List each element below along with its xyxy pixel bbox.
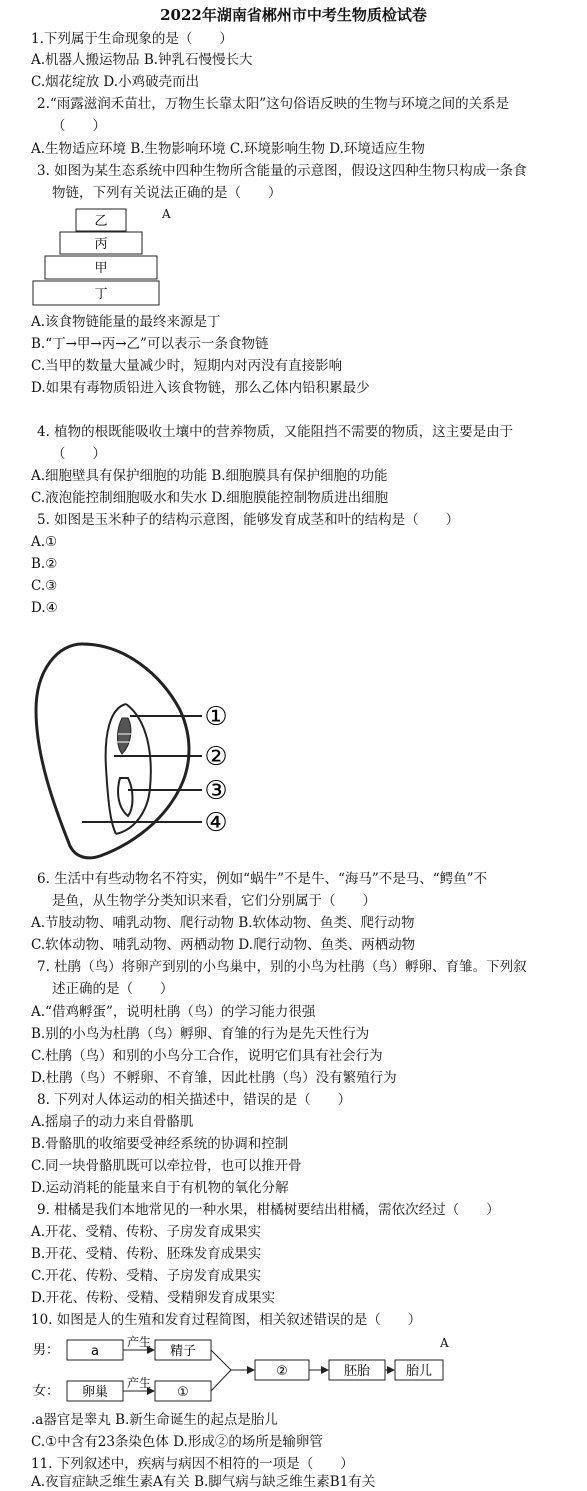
q4-options-cd: C.液泡能控制细胞吸水和失水 D.细胞膜能控制物质进出细胞 bbox=[31, 490, 389, 506]
flow-ovary: 卵巢 bbox=[81, 1385, 109, 1400]
pyramid-label-jia: 甲 bbox=[94, 261, 108, 276]
q5-option-c: C.③ bbox=[31, 578, 58, 594]
reproduction-flow-figure bbox=[31, 1333, 451, 1407]
q10-stem: 10. 如图是人的生殖和发育过程简图，相关叙述错误的是（ ） bbox=[31, 1312, 422, 1328]
q4-stem-line1: 4. 植物的根既能吸收土壤中的营养物质，又能阻挡不需要的物质，这主要是由于 bbox=[37, 424, 514, 440]
flow-produce-male: 产生 bbox=[126, 1335, 152, 1349]
q3-stem-line2: 物链，下列有关说法正确的是（ ） bbox=[52, 185, 282, 201]
flow-fetus: 胎儿 bbox=[405, 1364, 433, 1379]
pyramid-label-ding: 丁 bbox=[94, 287, 108, 302]
q2-stem-line2: （ ） bbox=[52, 118, 106, 134]
q8-option-d: D.运动消耗的能量来自于有机物的氧化分解 bbox=[31, 1180, 289, 1196]
q7-option-d: D.杜鹃（鸟）不孵卵、不育雏，因此杜鹃（鸟）没有繁殖行为 bbox=[31, 1070, 397, 1086]
seed-label-1: ① bbox=[204, 702, 228, 732]
seed-label-4: ④ bbox=[204, 808, 228, 838]
q7-option-c: C.杜鹃（鸟）和别的小鸟分工合作，说明它们具有社会行为 bbox=[31, 1048, 383, 1064]
q2-stem-line1: 2.“雨露滋润禾苗壮，万物生长靠太阳”这句俗语反映的生物与环境之间的关系是 bbox=[37, 96, 510, 112]
energy-pyramid-figure bbox=[31, 205, 171, 309]
q8-option-b: B.骨骼肌的收缩要受神经系统的协调和控制 bbox=[31, 1136, 289, 1152]
corn-seed-figure bbox=[30, 638, 240, 863]
q11-stem: 11. 下列叙述中，疾病与病因不相符的一项是（ ） bbox=[31, 1456, 354, 1472]
flow-produce-female: 产生 bbox=[126, 1376, 152, 1390]
flow-male-label: 男： bbox=[33, 1343, 60, 1358]
flow-organ-a: a bbox=[91, 1344, 99, 1359]
flow-embryo: 胚胎 bbox=[343, 1364, 371, 1379]
flow-sperm: 精子 bbox=[169, 1344, 197, 1359]
q6-options-ab: A.节肢动物、哺乳动物、爬行动物 B.软体动物、鱼类、爬行动物 bbox=[31, 915, 415, 931]
q9-option-d: D.开花、传粉、受精、受精卵发育成果实 bbox=[31, 1290, 276, 1306]
seed-label-2: ② bbox=[204, 742, 228, 772]
q9-option-c: C.开花、传粉、受精、子房发育成果实 bbox=[31, 1268, 262, 1284]
q5-option-b: B.② bbox=[31, 556, 58, 572]
q1-options-cd: C.烟花绽放 D.小鸡破壳而出 bbox=[31, 74, 200, 90]
q9-stem: 9. 柑橘是我们本地常见的一种水果，柑橘树要结出柑橘，需依次经过（ ） bbox=[37, 1202, 500, 1218]
q3-option-b: B.“丁→甲→丙→乙”可以表示一条食物链 bbox=[31, 336, 269, 352]
flow-node-1: ① bbox=[177, 1385, 189, 1400]
flow-female-label: 女： bbox=[33, 1384, 60, 1399]
q10-options-ab: .a器官是睾丸 B.新生命诞生的起点是胎儿 bbox=[31, 1412, 278, 1428]
flow-node-2: ② bbox=[276, 1364, 288, 1379]
q6-stem-line2: 是鱼，从生物学分类知识来看，它们分别属于（ ） bbox=[52, 893, 376, 909]
pyramid-label-bing: 丙 bbox=[94, 237, 108, 252]
q4-options-ab: A.细胞壁具有保护细胞的功能 B.细胞膜具有保护细胞的功能 bbox=[31, 468, 388, 484]
q11-options-ab: A.夜盲症缺乏维生素A有关 B.脚气病与缺乏维生素B1有关 bbox=[31, 1474, 376, 1490]
q3-stem-line1: 3. 如图为某生态系统中四种生物所含能量的示意图，假设这四种生物只构成一条食 bbox=[37, 163, 527, 179]
seed-label-3: ③ bbox=[204, 776, 228, 806]
q3-option-c: C.当甲的数量大量减少时，短期内对丙没有直接影响 bbox=[31, 358, 343, 374]
q4-stem-line2: （ ） bbox=[52, 446, 106, 462]
q1-stem: 1.下列属于生命现象的是（ ） bbox=[31, 31, 233, 47]
q8-stem: 8. 下列对人体运动的相关描述中，错误的是（ ） bbox=[37, 1092, 352, 1108]
q2-options: A.生物适应环境 B.生物影响环境 C.环境影响生物 D.环境适应生物 bbox=[31, 141, 425, 157]
q7-option-b: B.别的小鸟为杜鹃（鸟）孵卵、育雏的行为是先天性行为 bbox=[31, 1026, 370, 1042]
q7-option-a: A.“借鸡孵蛋”，说明杜鹃（鸟）的学习能力很强 bbox=[31, 1004, 316, 1020]
pyramid-label-yi: 乙 bbox=[94, 214, 108, 229]
q3-option-a: A.该食物链能量的最终来源是丁 bbox=[31, 314, 221, 330]
q3-option-d: D.如果有毒物质铅进入该食物链，那么乙体内铅积累最少 bbox=[31, 380, 370, 396]
q6-stem-line1: 6. 生活中有些动物名不符实，例如“蜗牛”不是牛、“海马”不是马、“鳄鱼”不 bbox=[37, 871, 488, 887]
q5-option-d: D.④ bbox=[31, 600, 58, 616]
q9-option-b: B.开花、受精、传粉、胚珠发育成果实 bbox=[31, 1246, 262, 1262]
q8-option-a: A.摇扇子的动力来自骨骼肌 bbox=[31, 1114, 194, 1130]
q9-option-a: A.开花、受精、传粉、子房发育成果实 bbox=[31, 1224, 262, 1240]
q6-options-cd: C.软体动物、哺乳动物、两栖动物 D.爬行动物、鱼类、两栖动物 bbox=[31, 937, 416, 953]
q5-option-a: A.① bbox=[31, 534, 58, 550]
page-title: 2022年湖南省郴州市中考生物质检试卷 bbox=[160, 6, 427, 24]
q7-stem-line2: 述正确的是（ ） bbox=[52, 981, 174, 997]
q3-figure-mark: A bbox=[162, 207, 171, 221]
q5-stem: 5. 如图是玉米种子的结构示意图，能够发育成茎和叶的结构是（ ） bbox=[37, 512, 460, 528]
q1-options-ab: A.机器人搬运物品 B.钟乳石慢慢长大 bbox=[31, 52, 253, 68]
q8-option-c: C.同一块骨骼肌既可以牵拉骨，也可以推开骨 bbox=[31, 1158, 302, 1174]
q10-figure-mark: A bbox=[440, 1336, 449, 1350]
q10-options-cd: C.①中含有23条染色体 D.形成②的场所是输卵管 bbox=[31, 1434, 323, 1450]
q7-stem-line1: 7. 杜鹃（鸟）将卵产到别的小鸟巢中，别的小鸟为杜鹃（鸟）孵卵、育雏。下列叙 bbox=[37, 959, 527, 975]
